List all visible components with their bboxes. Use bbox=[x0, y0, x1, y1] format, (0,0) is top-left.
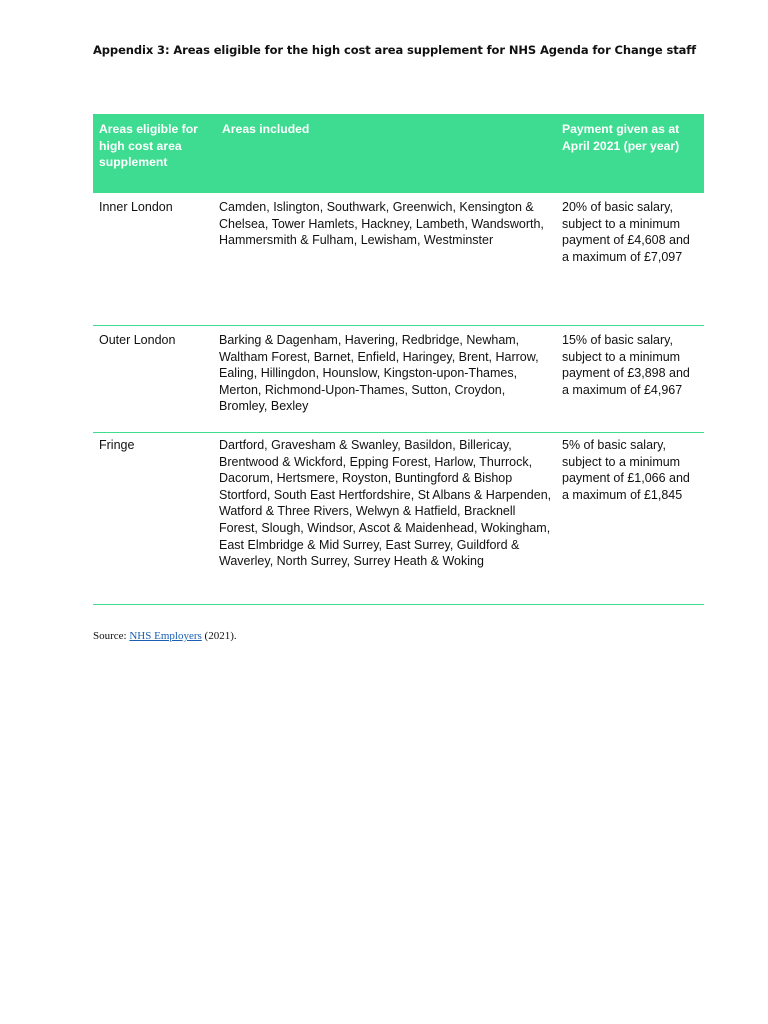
table-header-row bbox=[93, 114, 704, 193]
row-payment: 5% of basic salary, subject to a minimum payment of £1,066 and a maximum of £1,845 bbox=[562, 438, 690, 502]
row-payment: 15% of basic salary, subject to a minimum payment of £3,898 and a maximum of £4,967 bbox=[562, 333, 690, 397]
high-cost-area-table bbox=[93, 114, 704, 605]
table-row bbox=[93, 193, 704, 326]
source-suffix: (2021). bbox=[201, 630, 237, 642]
source-note bbox=[93, 630, 237, 642]
row-payment: 20% of basic salary, subject to a minimum payment of £4,608 and a maximum of £7,097 bbox=[562, 200, 690, 264]
table-row bbox=[93, 433, 704, 605]
row-area-name: Outer London bbox=[99, 333, 176, 347]
appendix-heading: Appendix 3: Areas eligible for the high cost area supplement for NHS Agenda for Change staff bbox=[93, 43, 697, 57]
row-areas-included: Camden, Islington, Southwark, Greenwich, Kensington & Chelsea, Tower Hamlets, Hackney, Lambeth, Wandsworth, Hammersmith & Fulham, Lewisham, Westminster bbox=[219, 200, 544, 248]
row-areas-included: Barking & Dagenham, Havering, Redbridge, Newham, Waltham Forest, Barnet, Enfield, Haringey, Brent, Harrow, Ealing, Hillingdon, Hounslow, Kingston-upon-Thames, Merton, Richmond-Upon-Thames, Sutton, Croydon, Bromley, Bexley bbox=[219, 333, 539, 414]
header-areas-eligible: Areas eligible for high cost area supplement bbox=[99, 122, 198, 170]
table-row bbox=[93, 326, 704, 433]
source-prefix: Source: bbox=[93, 630, 130, 642]
row-areas-included: Dartford, Gravesham & Swanley, Basildon, Billericay, Brentwood & Wickford, Epping Forest, Harlow, Thurrock, Dacorum, Hertsmere, Royston, Buntingford & Bishop Stortford, South East Hertfordshire, St Albans & Harpenden, Watford & Three Rivers, Welwyn & Hatfield, Bracknell Forest, Slough, Windsor, Ascot & Maidenhead, Wokingham, East Elmbridge & Mid Surrey, East Surrey, Guildford & Waverley, North Surrey, Surrey Heath & Woking bbox=[219, 438, 552, 569]
nhs-employers-link[interactable]: NHS Employers bbox=[129, 630, 202, 642]
header-areas-included: Areas included bbox=[222, 122, 310, 136]
header-payment: Payment given as at April 2021 (per year) bbox=[562, 122, 680, 153]
row-area-name: Inner London bbox=[99, 200, 173, 214]
row-area-name: Fringe bbox=[99, 438, 135, 452]
